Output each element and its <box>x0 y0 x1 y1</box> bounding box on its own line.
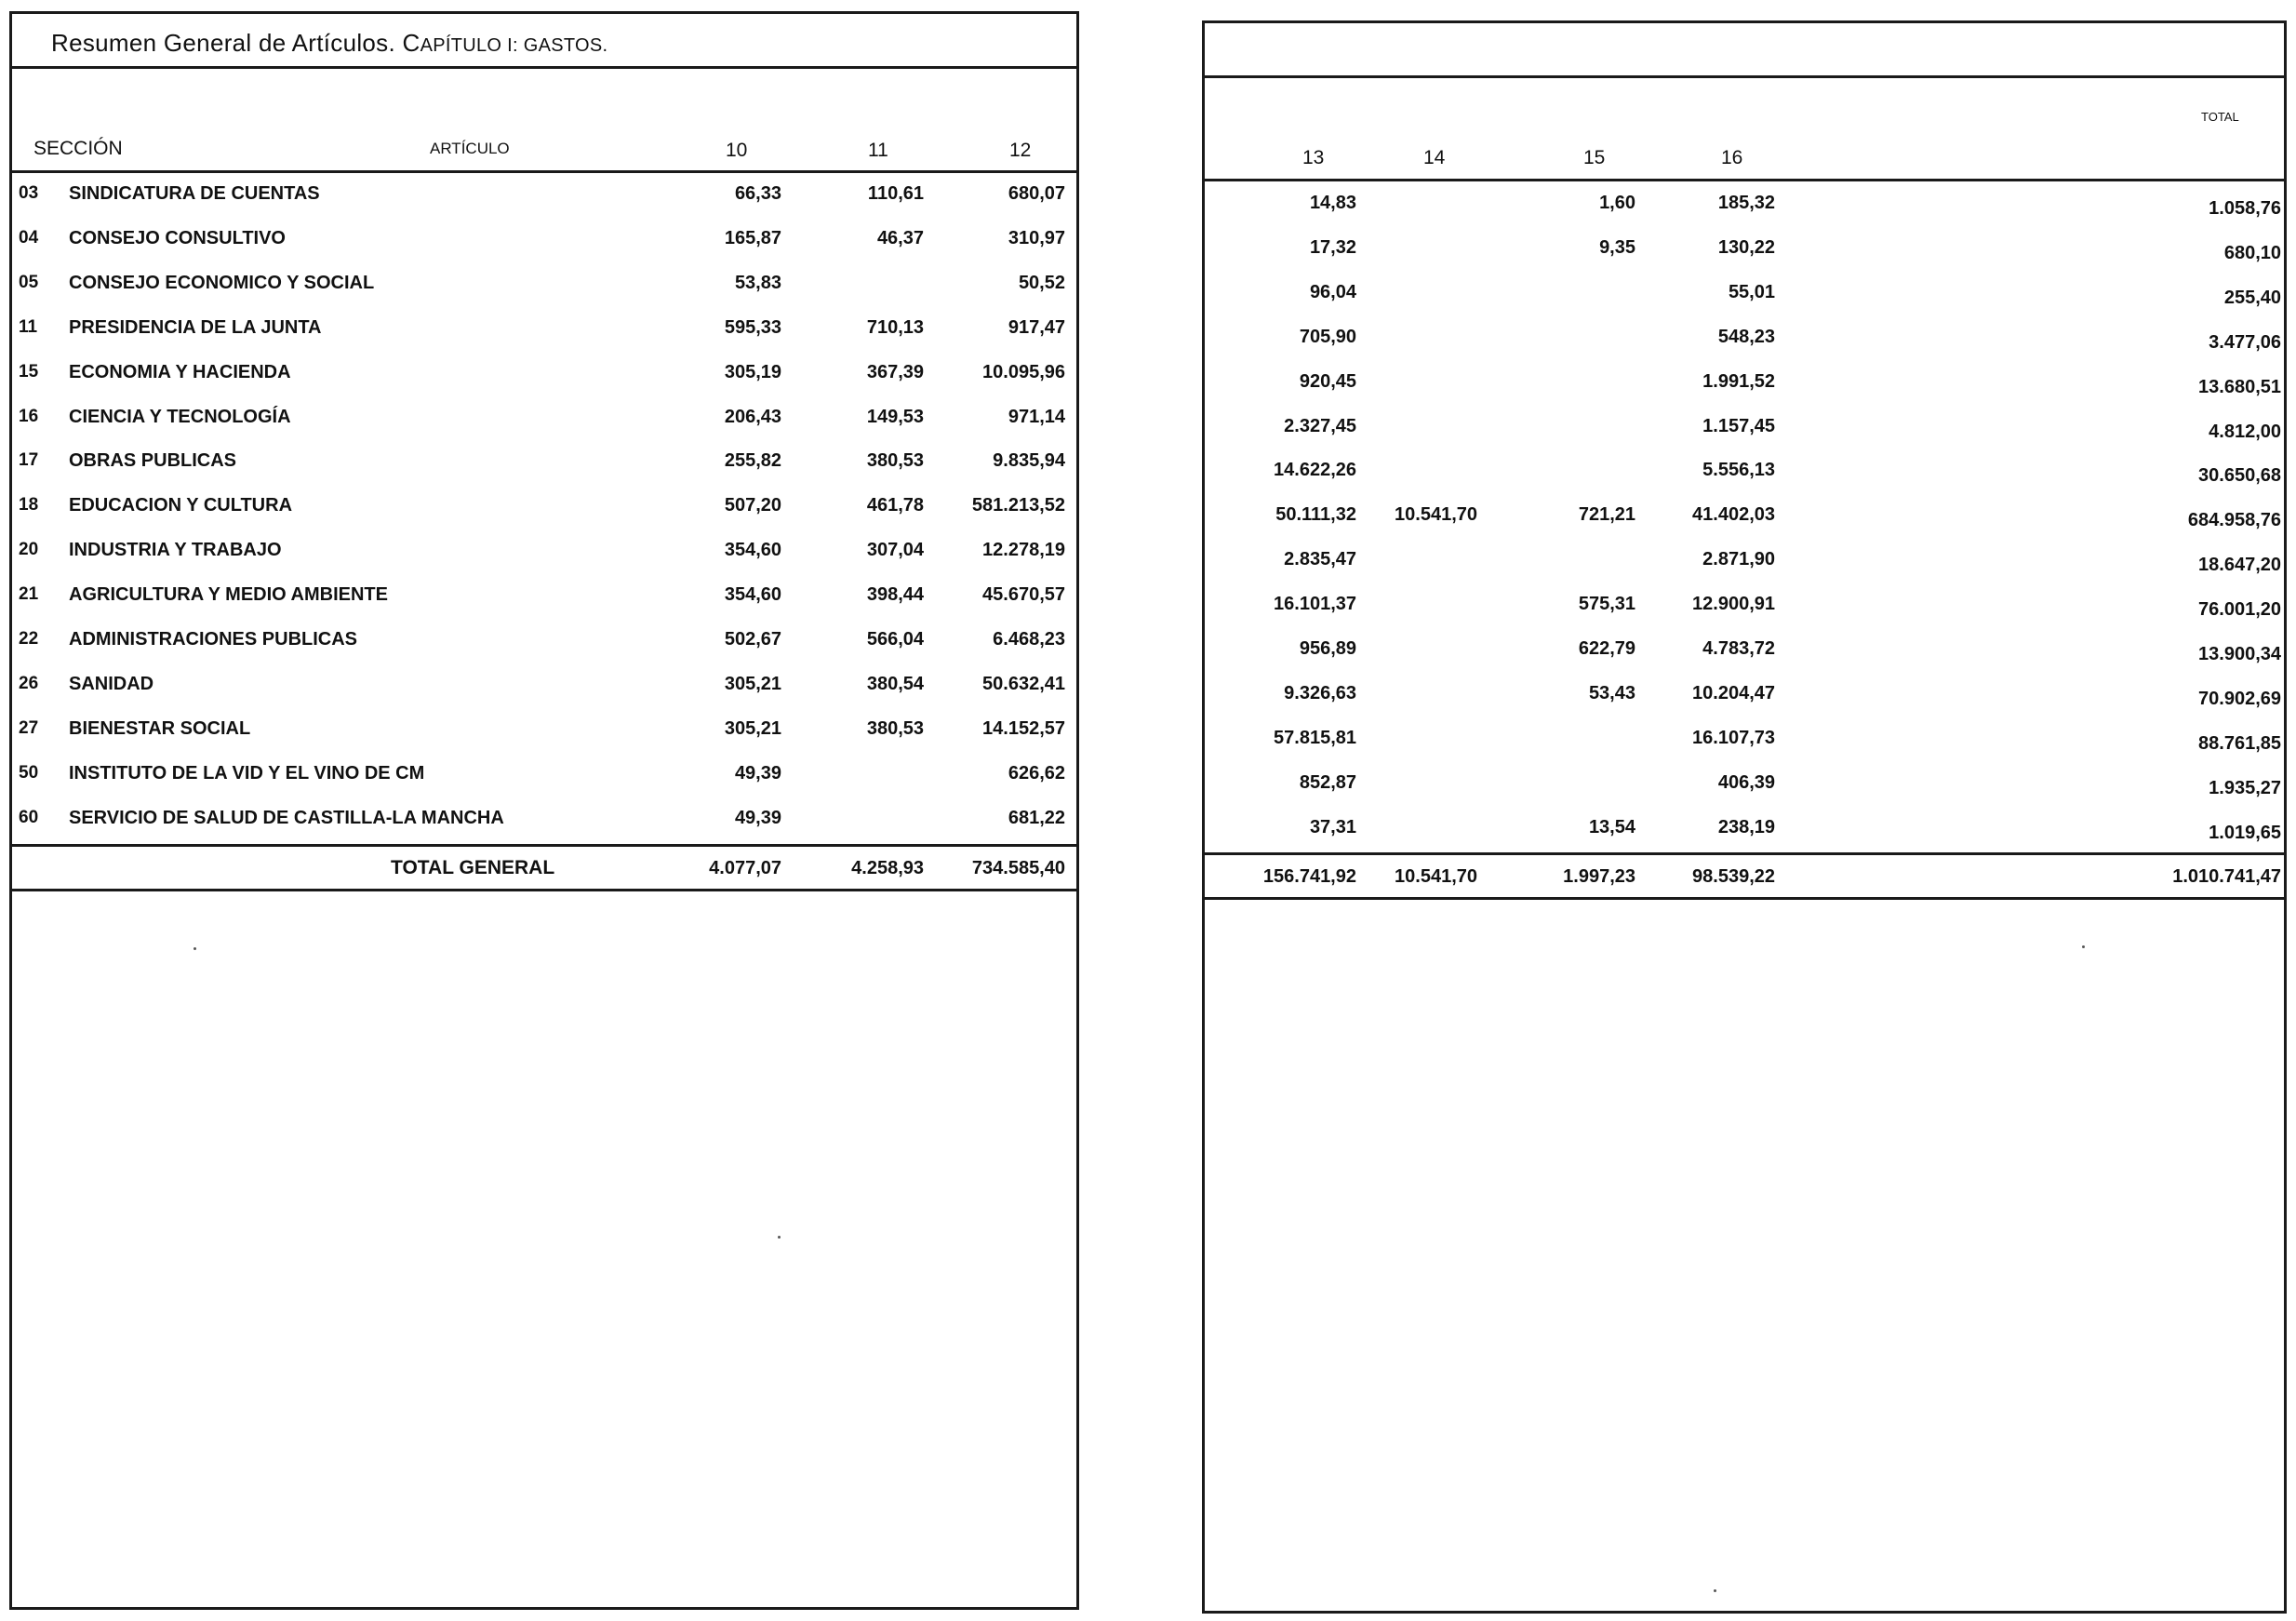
row-total-cell: 3.477,06 <box>2209 332 2281 353</box>
value-cell-11: 367,39 <box>866 362 924 382</box>
section-code: 27 <box>19 718 39 738</box>
value-cell-10: 165,87 <box>724 228 781 248</box>
table-row <box>0 184 2287 221</box>
section-code: 50 <box>19 763 39 783</box>
value-cell-15: 622,79 <box>1578 638 1635 659</box>
value-cell-12: 917,47 <box>1008 317 1065 338</box>
section-code: 20 <box>19 540 39 559</box>
value-cell-16: 41.402,03 <box>1692 504 1775 525</box>
header-col-16: 16 <box>1721 147 1743 168</box>
section-name: EDUCACION Y CULTURA <box>69 495 293 516</box>
table-row <box>0 719 2287 757</box>
value-cell-12: 14.152,57 <box>982 718 1065 739</box>
value-cell-11: 149,53 <box>866 407 924 427</box>
table-row <box>0 363 2287 400</box>
section-name: SERVICIO DE SALUD DE CASTILLA-LA MANCHA <box>69 808 504 828</box>
value-cell-12: 681,22 <box>1008 808 1065 828</box>
value-cell-16: 5.556,13 <box>1702 460 1775 480</box>
value-cell-13: 57.815,81 <box>1274 728 1356 748</box>
value-cell-10: 507,20 <box>724 495 781 516</box>
table-row <box>0 274 2287 311</box>
value-cell-12: 6.468,23 <box>993 629 1065 650</box>
section-name: CIENCIA Y TECNOLOGÍA <box>69 407 291 427</box>
section-name: ADMINISTRACIONES PUBLICAS <box>69 629 358 650</box>
row-total-cell: 30.650,68 <box>2198 465 2281 486</box>
value-cell-11: 380,54 <box>866 674 924 694</box>
value-cell-12: 626,62 <box>1008 763 1065 784</box>
row-total-cell: 13.680,51 <box>2198 377 2281 397</box>
value-cell-14: 10.541,70 <box>1395 504 1477 525</box>
section-code: 05 <box>19 273 39 292</box>
value-cell-12: 12.278,19 <box>982 540 1065 560</box>
value-cell-12: 581.213,52 <box>971 495 1065 516</box>
row-total-cell: 4.812,00 <box>2209 422 2281 442</box>
right-total-rule-bottom <box>1202 897 2287 900</box>
value-cell-16: 55,01 <box>1728 282 1775 302</box>
value-cell-12: 680,07 <box>1008 183 1065 204</box>
section-code: 21 <box>19 584 39 604</box>
left-total-rule-bottom <box>9 889 1079 891</box>
section-name: SINDICATURA DE CUENTAS <box>69 183 320 204</box>
header-articulo: ARTÍCULO <box>430 140 510 157</box>
value-cell-10: 354,60 <box>724 540 781 560</box>
value-cell-13: 17,32 <box>1309 237 1356 258</box>
value-cell-13: 16.101,37 <box>1274 594 1356 614</box>
value-cell-16: 10.204,47 <box>1692 683 1775 703</box>
value-cell-11: 380,53 <box>866 718 924 739</box>
section-code: 04 <box>19 228 39 248</box>
total-col-14: 10.541,70 <box>1395 866 1477 887</box>
row-total-cell: 680,10 <box>2223 243 2281 263</box>
section-code: 11 <box>19 317 38 337</box>
value-cell-10: 53,83 <box>734 273 781 293</box>
value-cell-16: 130,22 <box>1717 237 1775 258</box>
value-cell-12: 9.835,94 <box>993 450 1065 471</box>
value-cell-12: 50.632,41 <box>982 674 1065 694</box>
value-cell-13: 14.622,26 <box>1274 460 1356 480</box>
value-cell-16: 185,32 <box>1717 193 1775 213</box>
value-cell-16: 1.157,45 <box>1702 416 1775 436</box>
table-row <box>0 496 2287 533</box>
value-cell-16: 1.991,52 <box>1702 371 1775 392</box>
value-cell-10: 255,82 <box>724 450 781 471</box>
row-total-cell: 18.647,20 <box>2198 555 2281 575</box>
value-cell-10: 354,60 <box>724 584 781 605</box>
value-cell-13: 852,87 <box>1299 772 1356 793</box>
table-row <box>0 809 2287 846</box>
value-cell-11: 398,44 <box>866 584 924 605</box>
table-row <box>0 229 2287 266</box>
section-code: 26 <box>19 674 39 693</box>
section-name: INDUSTRIA Y TRABAJO <box>69 540 282 560</box>
value-cell-13: 50.111,32 <box>1275 504 1356 525</box>
left-title-box <box>9 11 1079 69</box>
value-cell-13: 37,31 <box>1309 817 1356 837</box>
section-code: 22 <box>19 629 39 649</box>
row-total-cell: 1.935,27 <box>2209 778 2281 798</box>
value-cell-15: 13,54 <box>1588 817 1635 837</box>
right-total-rule-top <box>1202 852 2287 855</box>
value-cell-10: 502,67 <box>724 629 781 650</box>
value-cell-11: 710,13 <box>866 317 924 338</box>
total-general-label: TOTAL GENERAL <box>391 857 555 878</box>
right-header-rule <box>1202 179 2287 181</box>
table-row <box>0 408 2287 445</box>
total-col-13: 156.741,92 <box>1262 866 1356 887</box>
section-name: CONSEJO ECONOMICO Y SOCIAL <box>69 273 375 293</box>
value-cell-12: 10.095,96 <box>982 362 1065 382</box>
value-cell-13: 920,45 <box>1299 371 1356 392</box>
table-row <box>0 630 2287 667</box>
value-cell-15: 9,35 <box>1599 237 1635 258</box>
header-col-13: 13 <box>1302 147 1325 168</box>
value-cell-11: 461,78 <box>866 495 924 516</box>
value-cell-11: 566,04 <box>866 629 924 650</box>
total-grand: 1.010.741,47 <box>2172 866 2281 887</box>
value-cell-16: 238,19 <box>1717 817 1775 837</box>
section-code: 17 <box>19 450 39 470</box>
table-row <box>0 675 2287 712</box>
value-cell-16: 406,39 <box>1717 772 1775 793</box>
value-cell-13: 956,89 <box>1299 638 1356 659</box>
value-cell-16: 2.871,90 <box>1702 549 1775 569</box>
scan-speck <box>778 1236 781 1239</box>
value-cell-16: 16.107,73 <box>1692 728 1775 748</box>
value-cell-11: 46,37 <box>876 228 924 248</box>
section-name: BIENESTAR SOCIAL <box>69 718 251 739</box>
value-cell-15: 721,21 <box>1578 504 1635 525</box>
value-cell-13: 705,90 <box>1299 327 1356 347</box>
value-cell-15: 575,31 <box>1578 594 1635 614</box>
left-header-rule <box>9 170 1079 173</box>
value-cell-10: 49,39 <box>734 808 781 828</box>
value-cell-13: 2.835,47 <box>1284 549 1356 569</box>
section-code: 18 <box>19 495 39 515</box>
total-col-11: 4.258,93 <box>851 858 924 878</box>
header-col-10: 10 <box>726 140 748 161</box>
value-cell-10: 305,21 <box>724 674 781 694</box>
total-col-12: 734.585,40 <box>971 858 1065 878</box>
value-cell-11: 307,04 <box>866 540 924 560</box>
section-name: SANIDAD <box>69 674 154 694</box>
value-cell-10: 66,33 <box>734 183 781 204</box>
value-cell-10: 595,33 <box>724 317 781 338</box>
row-total-cell: 88.761,85 <box>2198 733 2281 754</box>
value-cell-13: 2.327,45 <box>1284 416 1356 436</box>
total-col-15: 1.997,23 <box>1563 866 1635 887</box>
value-cell-16: 12.900,91 <box>1692 594 1775 614</box>
value-cell-10: 305,21 <box>724 718 781 739</box>
row-total-cell: 1.058,76 <box>2209 198 2281 219</box>
section-name: CONSEJO CONSULTIVO <box>69 228 286 248</box>
section-name: INSTITUTO DE LA VID Y EL VINO DE CM <box>69 763 425 784</box>
section-name: PRESIDENCIA DE LA JUNTA <box>69 317 322 338</box>
header-seccion: SECCIÓN <box>33 138 123 159</box>
row-total-cell: 76.001,20 <box>2198 599 2281 620</box>
value-cell-12: 45.670,57 <box>982 584 1065 605</box>
row-total-cell: 255,40 <box>2223 288 2281 308</box>
section-name: ECONOMIA Y HACIENDA <box>69 362 291 382</box>
value-cell-10: 305,19 <box>724 362 781 382</box>
table-row <box>0 585 2287 623</box>
total-col-10: 4.077,07 <box>709 858 781 878</box>
value-cell-12: 971,14 <box>1008 407 1065 427</box>
header-col-11: 11 <box>868 140 888 161</box>
row-total-cell: 70.902,69 <box>2198 689 2281 709</box>
scan-speck <box>1714 1589 1716 1592</box>
value-cell-12: 310,97 <box>1008 228 1065 248</box>
header-col-15: 15 <box>1583 147 1606 168</box>
scan-speck <box>2082 945 2085 948</box>
header-col-12: 12 <box>1009 140 1032 161</box>
value-cell-10: 49,39 <box>734 763 781 784</box>
page-title: Resumen General de Artículos. CAPÍTULO I: GASTOS. <box>51 29 608 57</box>
value-cell-16: 548,23 <box>1717 327 1775 347</box>
section-name: AGRICULTURA Y MEDIO AMBIENTE <box>69 584 388 605</box>
row-total-cell: 684.958,76 <box>2187 510 2281 530</box>
value-cell-12: 50,52 <box>1018 273 1065 293</box>
section-code: 15 <box>19 362 39 382</box>
value-cell-16: 4.783,72 <box>1702 638 1775 659</box>
section-name: OBRAS PUBLICAS <box>69 450 237 471</box>
table-row <box>0 318 2287 355</box>
right-title-box <box>1202 20 2287 78</box>
section-code: 16 <box>19 407 39 426</box>
scan-speck <box>194 947 196 950</box>
value-cell-15: 53,43 <box>1588 683 1635 703</box>
value-cell-13: 9.326,63 <box>1284 683 1356 703</box>
value-cell-11: 380,53 <box>866 450 924 471</box>
row-total-cell: 13.900,34 <box>2198 644 2281 664</box>
total-col-16: 98.539,22 <box>1692 866 1775 887</box>
section-code: 60 <box>19 808 39 827</box>
value-cell-10: 206,43 <box>724 407 781 427</box>
table-row <box>0 541 2287 578</box>
section-code: 03 <box>19 183 39 203</box>
value-cell-13: 96,04 <box>1309 282 1356 302</box>
value-cell-11: 110,61 <box>867 183 924 204</box>
table-row <box>0 764 2287 801</box>
value-cell-13: 14,83 <box>1309 193 1356 213</box>
header-col-14: 14 <box>1423 147 1446 168</box>
header-total: TOTAL <box>2201 110 2239 124</box>
table-row <box>0 451 2287 489</box>
row-total-cell: 1.019,65 <box>2209 823 2281 843</box>
value-cell-15: 1,60 <box>1599 193 1635 213</box>
